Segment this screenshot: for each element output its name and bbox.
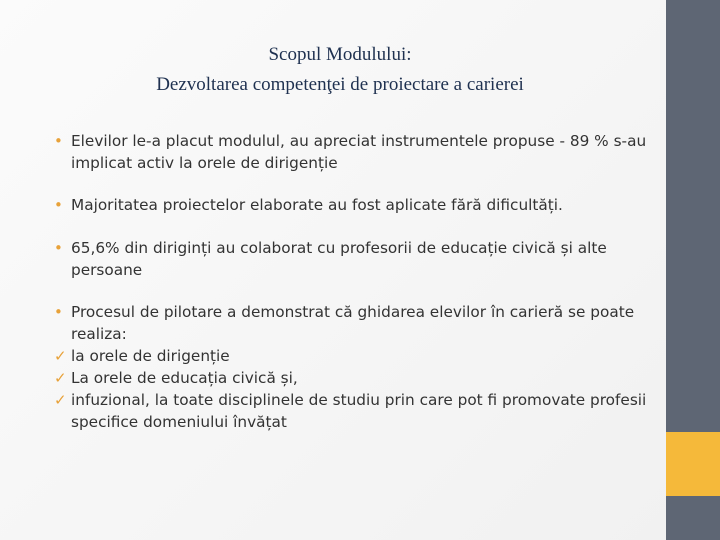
bullet-item	[54, 237, 654, 281]
bullet-text: Majoritatea proiectelor elaborate au fost aplicate fără dificultăți.	[71, 196, 563, 214]
slide-title	[0, 40, 680, 100]
checkmark-icon: ✓	[54, 347, 67, 365]
bullet-item	[54, 130, 654, 174]
side-band-grey-bottom	[666, 496, 720, 540]
title-line-2: Dezvoltarea competenţei de proiectare a carierei	[156, 74, 524, 95]
checklist-item	[54, 367, 654, 389]
checklist-item	[54, 345, 654, 367]
bullet-item	[54, 194, 654, 216]
checkmark-icon: ✓	[54, 369, 67, 387]
checkmark-icon: ✓	[54, 391, 67, 409]
bullet-dot-icon: •	[54, 303, 63, 321]
checklist-item	[54, 389, 654, 433]
slide-content	[54, 130, 654, 433]
title-line-1: Scopul Modulului:	[268, 44, 412, 65]
checklist-text: la orele de dirigenție	[71, 347, 230, 365]
bullet-text: Procesul de pilotare a demonstrat că ghidarea elevilor în carieră se poate realiza:	[71, 303, 635, 343]
bullet-text: 65,6% din diriginți au colaborat cu profesorii de educație civică și alte persoane	[71, 239, 607, 279]
side-band-gold	[666, 432, 720, 496]
bullet-dot-icon: •	[54, 239, 63, 257]
checklist-text: La orele de educația civică și,	[71, 369, 298, 387]
bullet-text: Elevilor le-a placut modulul, au apreciat instrumentele propuse - 89 % s-au implicat activ la orele de dirigenție	[71, 132, 647, 172]
bullet-dot-icon: •	[54, 132, 63, 150]
bullet-dot-icon: •	[54, 196, 63, 214]
checklist-text: infuzional, la toate disciplinele de studiu prin care pot fi promovate profesii specifice domeniului învățat	[71, 391, 647, 431]
bullet-item	[54, 301, 654, 345]
